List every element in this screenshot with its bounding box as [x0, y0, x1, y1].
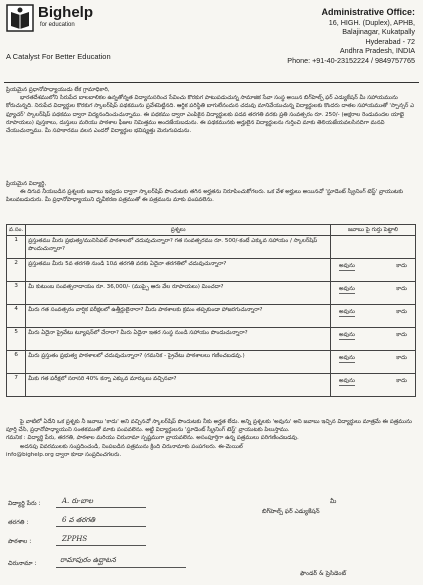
row-serial: 4 — [7, 305, 26, 328]
footer-note-eligibility: పై వాటిలో ఏదేని ఒక ప్రశ్నకు నీ జవాబు 'కాదు' అని వచ్చినచో స్కాలర్‌షిప్ పొందుటకు నీకు అర్హత లేదు. అన్ని ప్రశ్నలకు 'అవును' అని జవాబు ఇచ్చిన విద్యార్థులు మాత్రమే ఈ పత్రమును పూర్తి చేసి, ప్రధానోపాధ్యాయుని సంతకముతో మాకు పంపవలెను. అట్టి విద్యార్థులను 'స్టూడెంట్ స్క్రీనింగ్ టెస్ట్' వ్రాయుటకు పిలుస్తాము. — [6, 419, 412, 434]
row-answer-cell[interactable] — [331, 282, 416, 305]
answer-options — [333, 329, 413, 340]
answer-yes-option[interactable]: అవును — [339, 286, 355, 292]
closing-yours: మీ — [330, 498, 337, 505]
questionnaire-table — [6, 224, 416, 397]
header-questions: ప్రశ్నలు — [26, 225, 331, 236]
answer-no-option[interactable]: కాదు — [396, 378, 407, 384]
header-answer: జవాబు పై గుర్తు పెట్టాలి — [331, 225, 416, 236]
answer-yes-option[interactable]: అవును — [339, 263, 355, 269]
row-serial: 3 — [7, 282, 26, 305]
greeting-headmaster: ప్రియమైన ప్రధానోపాధ్యాయుడు లేక గ్రామాధికారి, — [6, 87, 110, 93]
field-student-name[interactable] — [56, 507, 146, 508]
letter-headmaster — [6, 86, 416, 135]
value-address: రామాపురం ఉద్ఘాటన — [60, 556, 116, 564]
footer-note-contact: అదనపు వివరములకు సంప్రదించండి, నింపబడిన పత్రమును క్రింది చిరునామాకు పంపగలరు. ఈ-మెయిల్ — [20, 443, 243, 450]
label-student-name: విద్యార్థి పేరు : — [8, 500, 41, 507]
brand-name: Bighelp — [38, 4, 93, 21]
bighelp-logo-icon — [6, 4, 34, 32]
row-serial: 2 — [7, 259, 26, 282]
answer-yes-option[interactable]: అవును — [339, 355, 355, 361]
row-serial: 5 — [7, 328, 26, 351]
value-school: ZPPHS — [62, 535, 88, 543]
row-question: ప్రస్తుతము మీరు ప్రభుత్వ/మునిసిపల్ పాఠశాలలో చదువుచున్నారా? గత సంవత్సరము రూ. 500/-కంటే ఎక్కువ సహాయం / స్కాలర్‌షిప్ పొందుచున్నారా? — [26, 236, 331, 259]
row-answer-cell[interactable] — [331, 236, 416, 259]
answer-options — [333, 375, 413, 386]
paragraph-student: ఈ దిగువ నీయబడిన ప్రశ్నలకు జవాబు ఇవ్వడం ద్వారా స్కాలర్‌షిప్ పొందుటకు తగిన అర్హతను నిరూపించుకోగలరు. ఒక వేళ అర్హులు అయినచో 'స్టూడెంట్ స్క్రీనింగ్ టెస్ట్' వ్రాయుటకు పిలువబడుదురు. మీ ప్రధానోపాధ్యాయుని ధృవీకరణ పత్రముతో ఈ పత్రమును మాకు పంపవలెను. — [6, 189, 404, 204]
table-row — [7, 282, 416, 305]
label-class: తరగతి : — [8, 519, 29, 526]
field-school[interactable] — [56, 545, 146, 546]
table-row — [7, 236, 416, 259]
row-answer-cell[interactable] — [331, 328, 416, 351]
closing-title: ఫౌండర్ & ప్రెసిడెంట్ — [300, 570, 347, 577]
greeting-student: ప్రియమైన విద్యార్థి, — [6, 181, 47, 187]
office-line: Andhra Pradesh, INDIA — [339, 46, 415, 56]
office-line: 16, HIGH. (Duplex), APHB, — [328, 18, 415, 27]
answer-yes-option[interactable]: అవును — [339, 378, 355, 384]
tagline: A Catalyst For Better Education — [6, 52, 111, 61]
row-serial: 1 — [7, 236, 26, 259]
row-question: మీరు ఏదైనా ప్రైవేటు ట్యూషన్‌లో చేరారా? మీరు ఏదైనా ఇతర సంస్థ నుండి సహాయం పొందుచున్నారా? — [26, 328, 331, 351]
answer-options — [333, 260, 413, 271]
header-serial: వ.సం. — [7, 225, 26, 236]
header-divider — [4, 82, 419, 83]
row-question: మీ కుటుంబ సంవత్సరాదాయం రూ. 36,000/- (ముప్పై ఆరు వేల రూపాయలు) మించదా? — [26, 282, 331, 305]
row-serial: 6 — [7, 351, 26, 374]
footer-notes — [6, 418, 416, 459]
field-address[interactable] — [56, 567, 186, 568]
value-class: 6 వ తరగతి — [62, 516, 96, 524]
row-question: మీరు గత సంవత్సరం వార్షిక పరీక్షలలో ఉత్తీర్ణులైనారా? మీరు పాఠశాలకు క్రమం తప్పకుండా హాజరగుచున్నారా? — [26, 305, 331, 328]
row-answer-cell[interactable] — [331, 351, 416, 374]
office-phone: Phone: +91-40-23152224 / 9849757765 — [287, 55, 415, 65]
paragraph-headmaster: భారతదేశములోని సిరుపేద బాలబాలికల ఉన్నతోన్నత విద్యానుసరించ సేవించు కొరకుగ పాటుపడుచున్న సామాజిక సేవా సంస్థ అయిన బిగ్‌హెల్ప్ ఫర్ ఎడ్యుకేషన్ మీ సహాయమును కోరుచున్నది. నిరుపేద విద్యార్థుల కొరకుగ స్కాలర్‌షిప్ పథకమును ప్రవేశపెట్టినది. ఆర్థిక పరిస్థితి బాగులేనందున చదువు మానివేయుచున్న విద్యార్థులకు కొందరు దాతల సహాయముతో 'స్పాన్సర్ ఎ ఫ్యూచర్' స్కాలర్‌షిప్ పథకము ద్వారా విద్యనందించుచున్నాము. ఈ పథకము ద్వారా ఎంపికైన విద్యార్థులకు పదవ తరగతి వరకు ప్రతి సంవత్సరం రూ. 250/- (అక్షరాల రెండువందల యాభై రూపాయలు) పుస్తకాలు, దుస్తులు మరియు పాఠశాల ఫీజుల నిమిత్తము అందజేయబడును. ఈ పథకమునకు అర్హులైన విద్యార్థులను గుర్తించి మాకు తెలియజేయవలసినదిగా మనవి చేయుచున్నాము. మీ సహకారము వలన ఎందరో విద్యార్థుల భవిష్యత్తు మెరుగుపడును. — [6, 95, 415, 135]
row-question: మీకు గత పరీక్షలో సరాసరి 40% కన్నా ఎక్కువ మార్కులు వచ్చినవా? — [26, 374, 331, 397]
label-school: పాఠశాల : — [8, 538, 32, 545]
closing-org: బిగ్‌హెల్ప్ ఫర్ ఎడ్యుకేషన్ — [262, 508, 320, 515]
answer-options — [333, 306, 413, 317]
row-answer-cell[interactable] — [331, 305, 416, 328]
table-row — [7, 374, 416, 397]
row-question: మీరు ప్రస్తుతం ప్రభుత్వ పాఠశాలలో చదువుచున్నారా? (గమనిక - ప్రైవేటు పాఠశాలలు గణించబడవు.) — [26, 351, 331, 374]
office-line: Hyderabad - 72 — [365, 36, 415, 46]
answer-options — [333, 237, 413, 240]
brand-subtitle: for education — [40, 22, 75, 28]
letter-student — [6, 180, 416, 205]
answer-no-option[interactable]: కాదు — [396, 332, 407, 338]
answer-yes-option[interactable]: అవును — [339, 309, 355, 315]
row-question: ప్రస్తుతము మీరు 5వ తరగతి నుండి 10వ తరగతి వరకు ఏదైనా తరగతిలో చదువుచున్నారా? — [26, 259, 331, 282]
table-row — [7, 305, 416, 328]
answer-yes-option[interactable]: అవును — [339, 332, 355, 338]
table-row — [7, 259, 416, 282]
footer-email: info@bighelp.org ద్వారా కూడా సంప్రదించగలరు. — [6, 451, 122, 458]
field-class[interactable] — [56, 526, 146, 527]
row-answer-cell[interactable] — [331, 259, 416, 282]
table-row — [7, 328, 416, 351]
answer-no-option[interactable]: కాదు — [396, 309, 407, 315]
office-address — [225, 6, 415, 65]
answer-options — [333, 352, 413, 363]
table-header-row — [7, 225, 416, 236]
row-serial: 7 — [7, 374, 26, 397]
answer-no-option[interactable]: కాదు — [396, 286, 407, 292]
table-row — [7, 351, 416, 374]
value-student-name: A. రు-బాల — [62, 497, 93, 505]
answer-options — [333, 283, 413, 294]
office-line: Balajinagar, Kukatpally — [342, 27, 415, 37]
label-address: చిరునామా : — [8, 560, 37, 567]
answer-no-option[interactable]: కాదు — [396, 355, 407, 361]
office-title: Administrative Office: — [321, 7, 415, 17]
answer-no-option[interactable]: కాదు — [396, 263, 407, 269]
footer-note-caution: గమనిక : విద్యార్థి పేరు, తరగతి, పాఠశాల మరియు చిరునామా స్పష్టముగా వ్రాయవలెను. అసంపూర్తిగా ఉన్న పత్రములు పరిగణించబడవు. — [6, 435, 299, 442]
row-answer-cell[interactable] — [331, 374, 416, 397]
